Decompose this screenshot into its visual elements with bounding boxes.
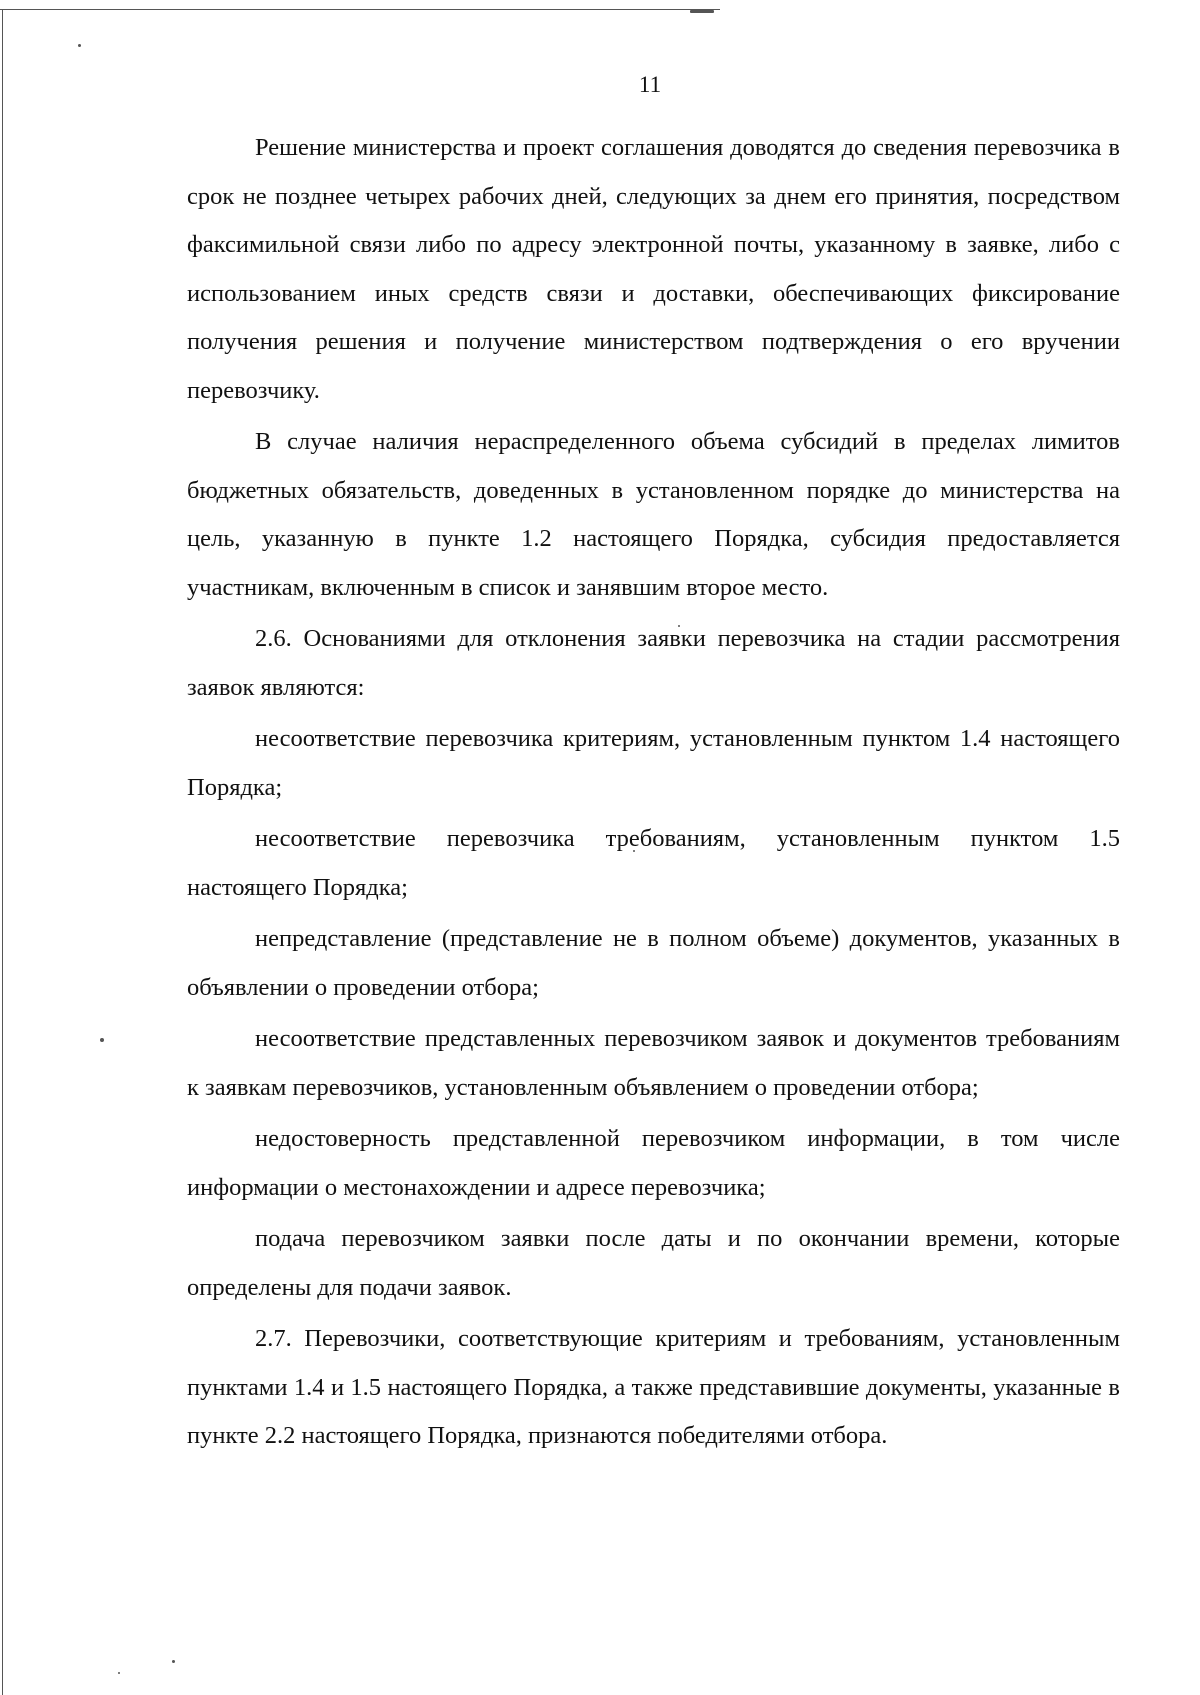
paragraph-reject-application-mismatch: несоответствие представленных перевозчиком заявок и документов требованиям к заявкам перевозчиков, установленным объявлением о проведении отбора; — [187, 1025, 1120, 1101]
scan-edge-left — [2, 10, 3, 1695]
scan-speck — [118, 1672, 120, 1674]
paragraph-reject-documents: непредставление (представление не в полном объеме) документов, указанных в объявлении о проведении отбора; — [187, 925, 1120, 1001]
scan-speck — [100, 1038, 104, 1042]
paragraph-undistributed-subsidy: В случае наличия нераспределенного объема субсидий в пределах лимитов бюджетных обязательств, доведенных в установленном порядке до министерства на цель, указанную в пункте 1.2 настоящего Порядка, субсидия предоставляется участникам, включенным в список и занявшим второе место. — [187, 428, 1120, 601]
scan-speck — [78, 44, 81, 47]
document-body — [187, 124, 1120, 1464]
paragraph-reject-late-submission: подача перевозчиком заявки после даты и по окончании времени, которые определены для подачи заявок. — [187, 1225, 1120, 1301]
paragraph-decision-notification: Решение министерства и проект соглашения доводятся до сведения перевозчика в срок не позднее четырех рабочих дней, следующих за днем его принятия, посредством факсимильной связи либо по адресу электронной почты, указанному в заявке, либо с использованием иных средств связи и доставки, обеспечивающих фиксирование получения решения и получение министерством подтверждения о его вручении перевозчику. — [187, 134, 1120, 404]
scan-speck — [690, 10, 714, 13]
scan-edge-top — [0, 9, 720, 10]
paragraph-reject-criteria: несоответствие перевозчика критериям, установленным пунктом 1.4 настоящего Порядка; — [187, 725, 1120, 801]
paragraph-reject-false-information: недостоверность представленной перевозчиком информации, в том числе информации о местонахождении и адресе перевозчика; — [187, 1125, 1120, 1201]
scan-speck — [172, 1660, 175, 1663]
page-number: 11 — [638, 72, 662, 97]
paragraph-reject-requirements: несоответствие перевозчика требованиям, установленным пунктом 1.5 настоящего Порядка; — [187, 825, 1120, 901]
paragraph-2-6-heading: 2.6. Основаниями для отклонения заявки перевозчика на стадии рассмотрения заявок являются: — [187, 625, 1120, 701]
paragraph-2-7-winners: 2.7. Перевозчики, соответствующие критериям и требованиям, установленным пунктами 1.4 и 1.5 настоящего Порядка, а также представившие документы, указанные в пункте 2.2 настоящего Порядка, признаются победителями отбора. — [187, 1325, 1120, 1449]
